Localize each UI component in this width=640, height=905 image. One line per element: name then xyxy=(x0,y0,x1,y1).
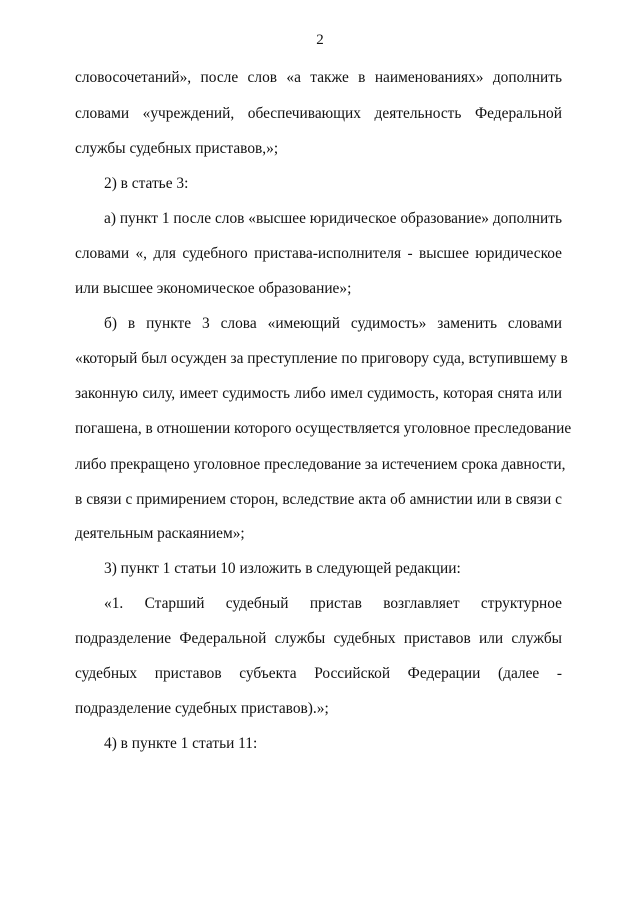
text-line: «1. Старший судебный пристав возглавляет структурное xyxy=(104,595,562,612)
text-line: законную силу, имеет судимость либо имел судимость, которая снята или xyxy=(75,385,562,402)
text-line: б) в пункте 3 слова «имеющий судимость» заменить словами xyxy=(104,315,562,332)
text-line: службы судебных приставов,»; xyxy=(75,140,279,157)
text-line: подразделение Федеральной службы судебных приставов или службы xyxy=(75,630,562,647)
text-line: «который был осужден за преступление по приговору суда, вступившему в xyxy=(75,350,568,367)
text-line: в связи с примирением сторон, вследствие акта об амнистии или в связи с xyxy=(75,491,562,508)
text-line: погашена, в отношении которого осуществляется уголовное преследование xyxy=(75,420,572,437)
page-number: 2 xyxy=(316,32,324,48)
text-line: либо прекращено уголовное преследование за истечением срока давности, xyxy=(75,456,566,473)
text-line: 4) в пункте 1 статьи 11: xyxy=(104,735,258,752)
text-line: а) пункт 1 после слов «высшее юридическое образование» дополнить xyxy=(104,210,562,227)
text-line: деятельным раскаянием»; xyxy=(75,525,245,542)
text-line: 2) в статье 3: xyxy=(104,175,189,192)
text-line: словами «, для судебного пристава-исполнителя - высшее юридическое xyxy=(75,245,562,262)
text-line: словами «учреждений, обеспечивающих деятельность Федеральной xyxy=(75,105,562,122)
text-line: судебных приставов субъекта Российской Федерации (далее - xyxy=(75,665,562,682)
text-line: подразделение судебных приставов).»; xyxy=(75,700,329,717)
text-line: 3) пункт 1 статьи 10 изложить в следующей редакции: xyxy=(104,560,461,577)
text-line: или высшее экономическое образование»; xyxy=(75,280,352,297)
text-line: словосочетаний», после слов «а также в наименованиях» дополнить xyxy=(75,69,562,86)
